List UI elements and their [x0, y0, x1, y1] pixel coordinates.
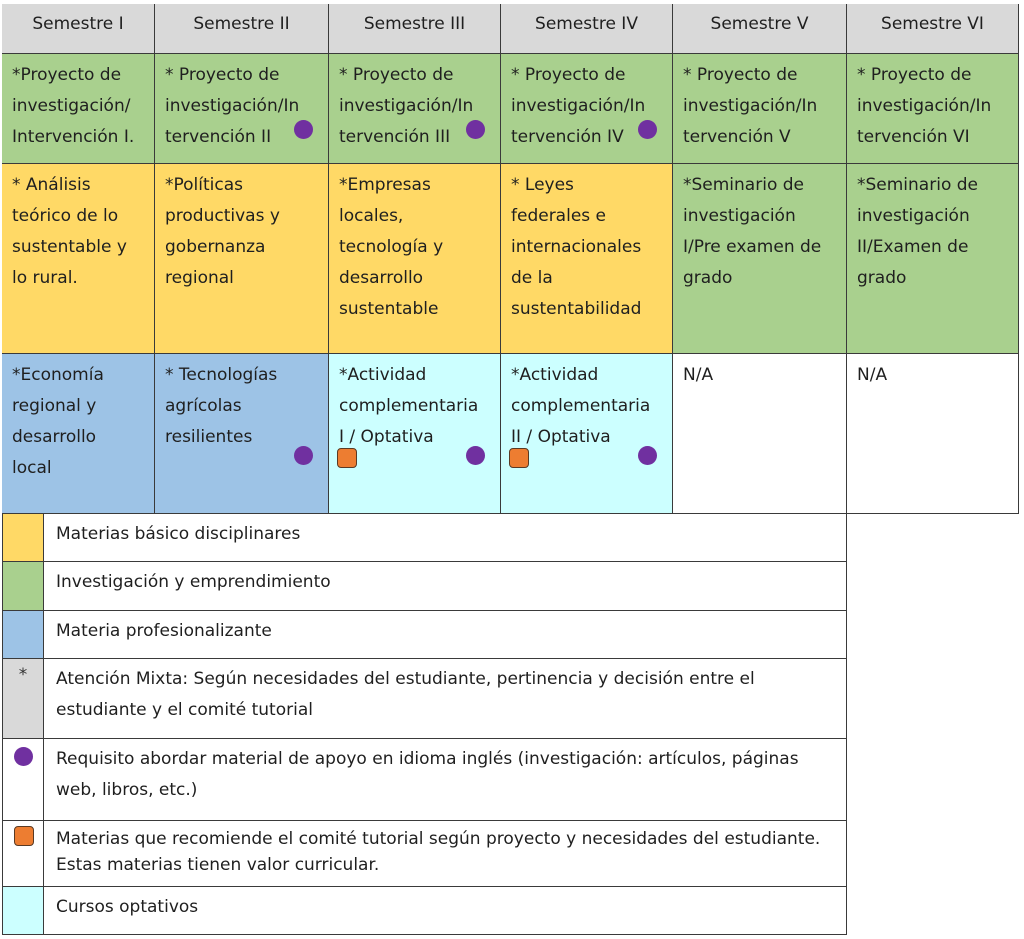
- committee-recommended-square-icon: [509, 448, 529, 468]
- legend-swatch: [2, 887, 44, 935]
- legend-swatch: [2, 821, 44, 887]
- legend-description: Requisito abordar material de apoyo en idioma inglés (investigación: artículos, páginas web, libros, etc.): [44, 739, 847, 821]
- course-cell: [673, 54, 847, 164]
- committee-recommended-square-icon: [14, 826, 34, 846]
- legend-swatch: [2, 514, 44, 562]
- course-name: *Políticas productivas y gobernanza regional: [165, 175, 280, 288]
- course-cell: [501, 354, 673, 514]
- course-cell: [2, 54, 155, 164]
- english-requirement-dot-icon: [294, 446, 313, 465]
- course-name: * Proyecto de investigación/In tervención IV: [511, 65, 646, 147]
- course-cell: [501, 54, 673, 164]
- legend-description: Materias que recomiende el comité tutorial según proyecto y necesidades del estudiante. Estas materias tienen valor curricular.: [44, 821, 847, 887]
- course-cell: [847, 164, 1019, 354]
- course-cell: [329, 354, 501, 514]
- semester-header: Semestre I: [2, 4, 155, 54]
- legend-swatch: [2, 611, 44, 659]
- course-cell: [155, 354, 329, 514]
- course-cell: [329, 164, 501, 354]
- course-cell: [673, 164, 847, 354]
- course-cell: [329, 54, 501, 164]
- course-cell: [501, 164, 673, 354]
- english-requirement-dot-icon: [638, 446, 657, 465]
- english-requirement-dot-icon: [638, 120, 657, 139]
- course-name: * Proyecto de investigación/In tervención VI: [857, 65, 992, 147]
- english-requirement-dot-icon: [294, 120, 313, 139]
- course-name: *Actividad complementaria II / Optativa: [511, 365, 651, 447]
- english-requirement-dot-icon: [466, 446, 485, 465]
- course-name: *Seminario de investigación II/Examen de grado: [857, 175, 978, 288]
- legend-swatch: [2, 739, 44, 821]
- course-name: * Tecnologías agrícolas resilientes: [165, 365, 278, 447]
- course-name: *Empresas locales, tecnología y desarrollo sustentable: [339, 175, 444, 319]
- legend-swatch: [2, 562, 44, 611]
- course-name: *Seminario de investigación I/Pre examen de grado: [683, 175, 822, 288]
- legend-swatch: [2, 659, 44, 739]
- course-name: * Proyecto de investigación/In tervención III: [339, 65, 474, 147]
- semester-header: Semestre III: [329, 4, 501, 54]
- legend-description: Materia profesionalizante: [44, 611, 847, 659]
- course-cell: [2, 354, 155, 514]
- legend-description: Materias básico disciplinares: [44, 514, 847, 562]
- asterisk-icon: *: [18, 665, 28, 685]
- semester-header: Semestre IV: [501, 4, 673, 54]
- course-name: * Análisis teórico de lo sustentable y lo rural.: [12, 175, 127, 288]
- course-cell: [2, 164, 155, 354]
- course-name: N/A: [857, 365, 888, 385]
- course-name: N/A: [683, 365, 714, 385]
- course-cell: [847, 54, 1019, 164]
- course-cell: [155, 164, 329, 354]
- course-name: * Proyecto de investigación/In tervención II: [165, 65, 300, 147]
- english-requirement-dot-icon: [466, 120, 485, 139]
- legend-description: Atención Mixta: Según necesidades del estudiante, pertinencia y decisión entre el estudiante y el comité tutorial: [44, 659, 847, 739]
- course-name: * Proyecto de investigación/In tervención V: [683, 65, 818, 147]
- committee-recommended-square-icon: [337, 448, 357, 468]
- course-name: * Leyes federales e internacionales de la sustentabilidad: [511, 175, 642, 319]
- course-cell: [673, 354, 847, 514]
- course-name: *Actividad complementaria I / Optativa: [339, 365, 479, 447]
- course-cell: [155, 54, 329, 164]
- course-name: *Economía regional y desarrollo local: [12, 365, 104, 478]
- semester-header: Semestre V: [673, 4, 847, 54]
- english-requirement-dot-icon: [14, 747, 33, 766]
- semester-header: Semestre VI: [847, 4, 1019, 54]
- semester-header: Semestre II: [155, 4, 329, 54]
- course-name: *Proyecto de investigación/ Intervención I.: [12, 65, 135, 147]
- legend-description: Investigación y emprendimiento: [44, 562, 847, 611]
- legend-description: Cursos optativos: [44, 887, 847, 935]
- course-cell: [847, 354, 1019, 514]
